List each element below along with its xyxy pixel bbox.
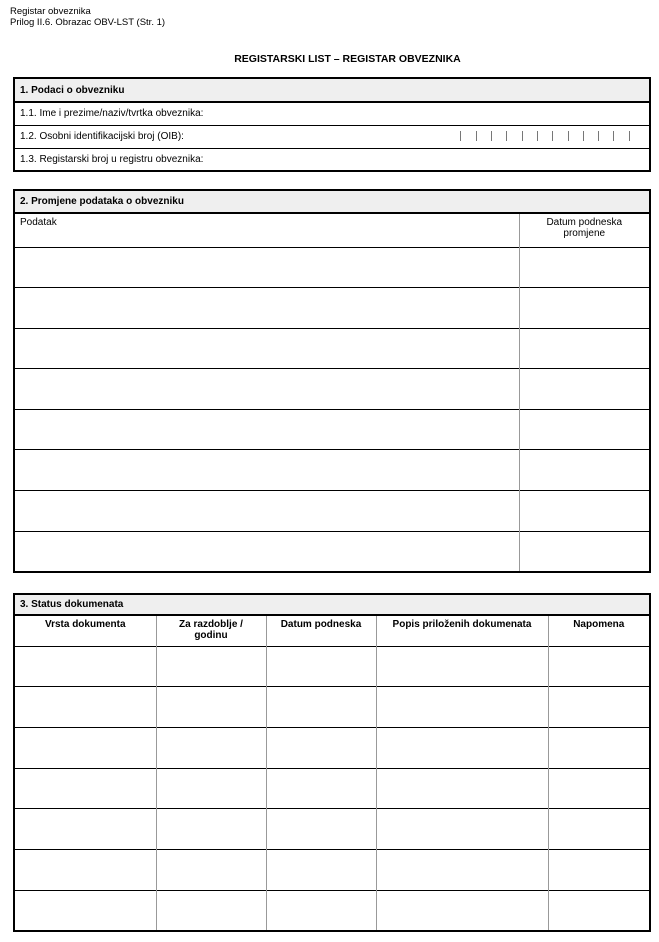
oib-digit-box[interactable] (629, 131, 644, 141)
document-header (10, 6, 165, 28)
oib-field[interactable] (14, 125, 650, 148)
header-line-2: Prilog II.6. Obrazac OBV-LST (Str. 1) (10, 17, 166, 28)
datum-cell[interactable] (519, 409, 650, 450)
table-cell[interactable] (266, 687, 376, 728)
table-row (14, 849, 650, 890)
table-row (14, 369, 650, 410)
table-cell[interactable] (266, 890, 376, 931)
table-row (14, 247, 650, 288)
section-1-title: 1. Podaci o obvezniku (14, 78, 650, 102)
table-cell[interactable] (548, 646, 650, 687)
table-cell[interactable] (376, 687, 548, 728)
section-2-title: 2. Promjene podataka o obvezniku (14, 190, 650, 213)
table-row (14, 809, 650, 850)
column-header: Za razdoblje / godinu (156, 615, 266, 646)
registry-number-label: 1.3. Registarski broj u registru obveznika: (20, 153, 204, 165)
table-row (14, 288, 650, 329)
table-cell[interactable] (376, 646, 548, 687)
page-title: REGISTARSKI LIST – REGISTAR OBVEZNIKA (234, 53, 461, 65)
table-row (14, 768, 650, 809)
column-header: Vrsta dokumenta (44, 619, 126, 630)
table-row (14, 646, 650, 687)
oib-digit-box[interactable] (613, 131, 628, 141)
name-field[interactable] (14, 102, 650, 125)
oib-digit-box[interactable] (460, 131, 475, 141)
table-row (14, 450, 650, 491)
datum-cell[interactable] (519, 491, 650, 532)
header-line-1: Registar obveznika (10, 6, 91, 17)
table-row (14, 531, 650, 572)
table-row (14, 727, 650, 768)
section-1-table (13, 77, 651, 172)
oib-digit-box[interactable] (552, 131, 567, 141)
oib-digit-box[interactable] (476, 131, 491, 141)
podatak-cell[interactable] (14, 247, 519, 288)
section-3-title: 3. Status dokumenata (14, 594, 650, 615)
col-datum-promjene: Datum podneska promjene (519, 213, 650, 247)
table-cell[interactable] (266, 809, 376, 850)
column-header: Napomena (548, 615, 650, 646)
name-label: 1.1. Ime i prezime/naziv/tvrtka obveznika: (20, 108, 204, 120)
datum-cell[interactable] (519, 450, 650, 491)
table-cell[interactable] (14, 768, 156, 809)
column-header: Popis priloženih dokumenata (376, 615, 548, 646)
table-cell[interactable] (156, 890, 266, 931)
table-row (14, 409, 650, 450)
table-cell[interactable] (14, 849, 156, 890)
podatak-cell[interactable] (14, 450, 519, 491)
oib-digit-box[interactable] (491, 131, 506, 141)
table-cell[interactable] (548, 809, 650, 850)
table-cell[interactable] (14, 727, 156, 768)
oib-label: 1.2. Osobni identifikacijski broj (OIB): (20, 131, 184, 142)
section-2-table (13, 189, 651, 573)
table-cell[interactable] (156, 646, 266, 687)
datum-cell[interactable] (519, 328, 650, 369)
podatak-cell[interactable] (14, 369, 519, 410)
table-cell[interactable] (156, 809, 266, 850)
col-podatak: Podatak (20, 217, 57, 228)
table-cell[interactable] (548, 768, 650, 809)
table-cell[interactable] (548, 687, 650, 728)
oib-digit-box[interactable] (598, 131, 613, 141)
table-cell[interactable] (266, 727, 376, 768)
table-cell[interactable] (156, 727, 266, 768)
table-cell[interactable] (376, 727, 548, 768)
podatak-cell[interactable] (14, 288, 519, 329)
table-row (14, 491, 650, 532)
table-cell[interactable] (14, 809, 156, 850)
datum-cell[interactable] (519, 531, 650, 572)
podatak-cell[interactable] (14, 328, 519, 369)
table-cell[interactable] (156, 768, 266, 809)
registry-number-field[interactable] (14, 148, 650, 171)
oib-digit-box[interactable] (537, 131, 552, 141)
table-cell[interactable] (266, 768, 376, 809)
table-row (14, 328, 650, 369)
table-cell[interactable] (156, 849, 266, 890)
table-cell[interactable] (266, 646, 376, 687)
table-row (14, 687, 650, 728)
oib-digit-box[interactable] (506, 131, 521, 141)
table-cell[interactable] (14, 646, 156, 687)
datum-cell[interactable] (519, 369, 650, 410)
datum-cell[interactable] (519, 247, 650, 288)
oib-digit-box[interactable] (568, 131, 583, 141)
table-cell[interactable] (376, 768, 548, 809)
podatak-cell[interactable] (14, 491, 519, 532)
table-cell[interactable] (548, 727, 650, 768)
table-cell[interactable] (548, 890, 650, 931)
table-cell[interactable] (14, 687, 156, 728)
table-cell[interactable] (376, 849, 548, 890)
oib-digit-box[interactable] (522, 131, 537, 141)
table-row (14, 890, 650, 931)
table-cell[interactable] (14, 890, 156, 931)
oib-boxes[interactable] (460, 131, 644, 141)
oib-digit-box[interactable] (583, 131, 598, 141)
table-cell[interactable] (376, 890, 548, 931)
section-3-table (13, 593, 651, 932)
column-header: Datum podneska (266, 615, 376, 646)
table-cell[interactable] (266, 849, 376, 890)
table-cell[interactable] (376, 809, 548, 850)
datum-cell[interactable] (519, 288, 650, 329)
podatak-cell[interactable] (14, 531, 519, 572)
table-cell[interactable] (548, 849, 650, 890)
table-cell[interactable] (156, 687, 266, 728)
podatak-cell[interactable] (14, 409, 519, 450)
